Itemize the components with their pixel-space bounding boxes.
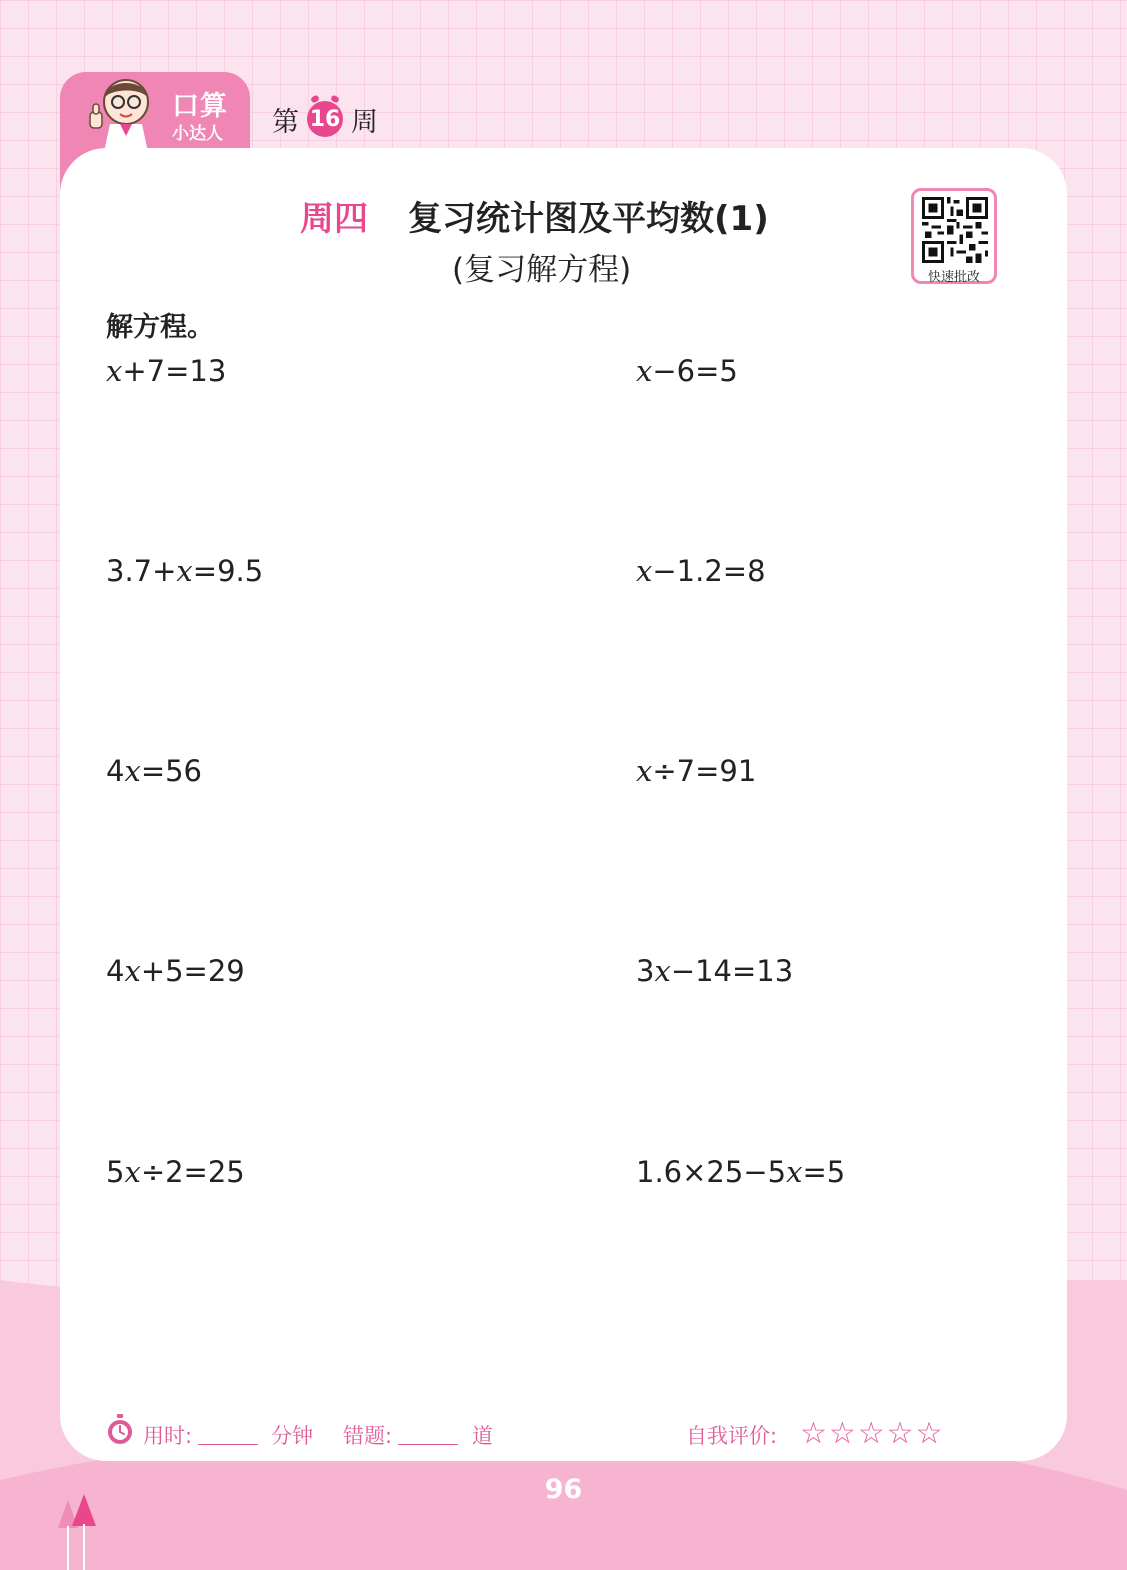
expression-part: 3 — [636, 954, 655, 988]
worksheet-card — [60, 148, 1067, 1461]
expression-part: 3.7+ — [106, 554, 177, 588]
variable: x — [106, 354, 123, 388]
variable: x — [124, 1155, 141, 1189]
variable: x — [176, 554, 193, 588]
expression-part: −14=13 — [670, 954, 794, 988]
variable: x — [636, 554, 653, 588]
expression-part: +5=29 — [140, 954, 245, 988]
timer-icon — [106, 1414, 134, 1446]
expression-part: −6=5 — [652, 354, 738, 388]
equation-7 — [106, 954, 245, 988]
variable: x — [636, 354, 653, 388]
week-prefix: 第 — [272, 106, 299, 138]
variable: x — [636, 754, 653, 788]
qr-label: 快速批改 — [927, 270, 980, 285]
expression-part: +7=13 — [122, 354, 227, 388]
expression-part: ÷7=91 — [652, 754, 757, 788]
variable: x — [654, 954, 671, 988]
time-unit: 分钟 — [271, 1424, 313, 1448]
star-rating[interactable]: ☆☆☆☆☆ — [800, 1416, 945, 1451]
instruction-text: 解方程。 — [106, 312, 214, 343]
expression-part: 4 — [106, 954, 125, 988]
variable: x — [786, 1155, 803, 1189]
page-title — [300, 192, 769, 238]
expression-part: 5 — [106, 1155, 125, 1189]
equation-4 — [636, 554, 766, 588]
equation-1 — [106, 354, 226, 388]
brand-title: 口算 — [172, 91, 228, 122]
equation-6 — [636, 754, 756, 788]
equation-5 — [106, 754, 202, 788]
expression-part: −1.2=8 — [652, 554, 766, 588]
expression-part: =56 — [140, 754, 203, 788]
expression-part: ÷2=25 — [140, 1155, 245, 1189]
expression-part: =9.5 — [192, 554, 264, 588]
time-blank[interactable] — [198, 1444, 258, 1445]
errors-unit: 道 — [472, 1424, 493, 1448]
week-indicator — [272, 99, 378, 139]
qr-code-icon — [922, 197, 988, 263]
equation-2 — [636, 354, 738, 388]
errors-label: 错题: — [343, 1424, 393, 1448]
errors-blank[interactable] — [398, 1444, 458, 1445]
expression-part: 1.6×25−5 — [636, 1155, 787, 1189]
title-day: 周四 — [300, 198, 368, 239]
expression-part: 4 — [106, 754, 125, 788]
qr-code-box[interactable] — [911, 188, 997, 284]
week-suffix: 周 — [351, 106, 378, 138]
corner-tree-decoration — [54, 1492, 98, 1570]
expression-part: =5 — [802, 1155, 846, 1189]
equation-10 — [636, 1155, 845, 1189]
self-eval-label: 自我评价: — [686, 1424, 778, 1448]
page-subtitle: (复习解方程) — [452, 252, 632, 288]
equation-9 — [106, 1155, 245, 1189]
equation-3 — [106, 554, 263, 588]
brand-subtitle: 小达人 — [172, 124, 223, 144]
week-number-badge: 16 — [307, 101, 343, 137]
title-main: 复习统计图及平均数(1) — [408, 198, 769, 239]
variable: x — [124, 754, 141, 788]
time-label: 用时: — [143, 1424, 193, 1448]
mascot-thumbs-up-icon — [76, 72, 168, 152]
equation-8 — [636, 954, 793, 988]
page-number: 96 — [544, 1474, 583, 1505]
variable: x — [124, 954, 141, 988]
